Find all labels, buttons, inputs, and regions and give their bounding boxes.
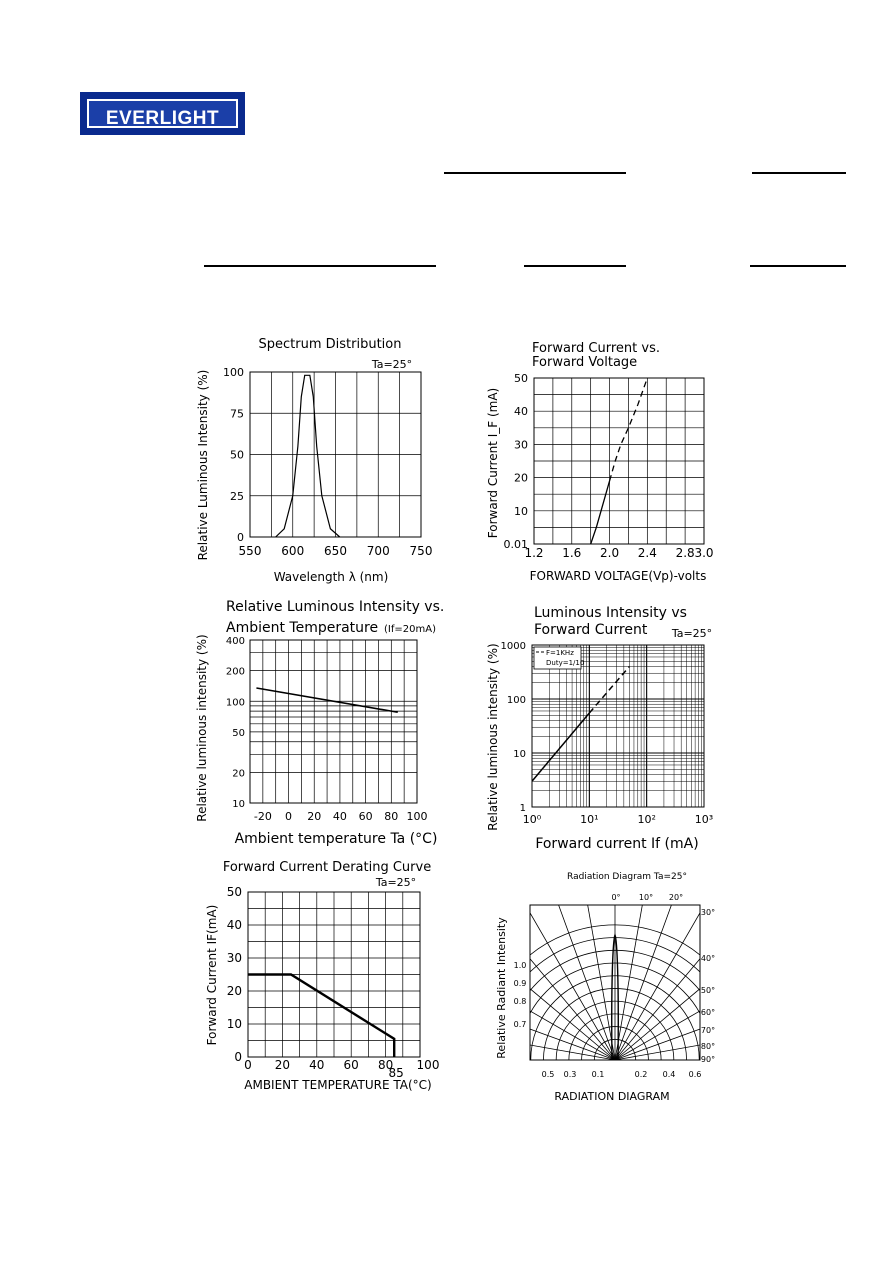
radiation-angle-label: 50° bbox=[700, 986, 716, 995]
spectrum-ytick-label: 0 bbox=[237, 531, 244, 544]
temp-ytick-label: 400 bbox=[225, 636, 245, 647]
lif-title-line1: Luminous Intensity vs bbox=[534, 605, 687, 621]
derating-ytick-label: 40 bbox=[226, 918, 242, 932]
spectrum-annotation: Ta=25° bbox=[371, 358, 413, 371]
temp-title-line1: Relative Luminous Intensity vs. bbox=[226, 599, 445, 615]
derating-ytick-label: 0 bbox=[234, 1050, 242, 1064]
lif-ylabel: Relative luminous intensity (%) bbox=[486, 643, 500, 831]
temp-frame bbox=[250, 640, 417, 803]
iv-series-solid bbox=[591, 481, 610, 544]
iv-title-line2: Forward Voltage bbox=[532, 355, 638, 370]
radiation-angle-label: 0° bbox=[611, 893, 621, 902]
radiation-spoke bbox=[448, 861, 615, 1060]
derating-xtick-label: 0 bbox=[244, 1058, 252, 1072]
temp-xtick-label: 80 bbox=[384, 810, 399, 823]
spectrum-ytick-label: 100 bbox=[223, 366, 244, 379]
temp-ytick-label: 200 bbox=[225, 666, 245, 678]
derating-xtick-label: 20 bbox=[274, 1058, 291, 1072]
radiation-radial-label: 1.0 bbox=[513, 961, 527, 970]
radiation-angle-label: 70° bbox=[700, 1026, 716, 1035]
radiation-spoke bbox=[615, 930, 840, 1060]
iv-xtick-label: 1.2 bbox=[524, 546, 544, 560]
spectrum-xtick-label: 600 bbox=[281, 544, 305, 558]
iv-xtick-label: 3.0 bbox=[694, 546, 714, 560]
lif-ytick-label: 100 bbox=[506, 695, 526, 706]
temp-annotation: (If=20mA) bbox=[384, 624, 436, 635]
temp-xtick-label: 20 bbox=[307, 810, 322, 823]
temp-xtick-label: 60 bbox=[358, 810, 373, 823]
radiation-radial-label: 0.9 bbox=[513, 979, 527, 988]
derating-title: Forward Current Derating Curve bbox=[222, 860, 432, 875]
logo-text: EVERLIGHT bbox=[105, 108, 220, 129]
derating-xtick-label: 100 bbox=[416, 1058, 440, 1072]
spectrum-ylabel: Relative Luminous Intensity (%) bbox=[196, 369, 210, 561]
iv-xtick-label: 2.4 bbox=[637, 546, 657, 560]
temp-xtick-label: 100 bbox=[406, 810, 428, 823]
temp-ytick-label: 10 bbox=[232, 799, 245, 810]
spectrum-xtick-label: 700 bbox=[366, 544, 390, 558]
iv-ytick-label: 30 bbox=[514, 438, 528, 452]
iv-ytick-label: 50 bbox=[514, 372, 528, 385]
radiation-bottom-label: 0.5 bbox=[541, 1070, 555, 1079]
lif-legend-entry: Duty=1/10 bbox=[546, 659, 585, 667]
radiation-angle-label: 90° bbox=[700, 1055, 716, 1064]
radiation-angle-label: 20° bbox=[668, 893, 684, 902]
lif-xtick-label: 10³ bbox=[694, 813, 714, 826]
lif-xtick-label: 10² bbox=[637, 813, 656, 826]
derating-ytick-label: 50 bbox=[226, 885, 242, 899]
temp-ytick-label: 20 bbox=[232, 768, 245, 780]
temp-xtick-label: 40 bbox=[332, 810, 347, 823]
spectrum-xtick-label: 650 bbox=[324, 544, 347, 558]
temp-ylabel: Relative luminous intensity (%) bbox=[195, 634, 209, 822]
lif-ytick-label: 10 bbox=[513, 749, 526, 760]
radiation-title: Radiation Diagram Ta=25° bbox=[567, 872, 687, 882]
derating-xtick-label: 40 bbox=[309, 1058, 325, 1072]
radiation-bottom-label: 0.4 bbox=[662, 1070, 676, 1079]
spectrum-title: Spectrum Distribution bbox=[258, 337, 402, 352]
iv-xlabel: FORWARD VOLTAGE(Vp)-volts bbox=[529, 569, 707, 583]
iv-ylabel: Forward Current I_F (mA) bbox=[486, 387, 500, 539]
temp-ytick-label: 100 bbox=[225, 697, 245, 709]
lif-legend-entry: F=1KHz bbox=[546, 649, 574, 657]
iv-title-line1: Forward Current vs. bbox=[532, 341, 660, 356]
radiation-angle-label: 80° bbox=[700, 1042, 716, 1051]
derating-ylabel: Forward Current IF(mA) bbox=[205, 904, 219, 1046]
iv-xtick-label: 1.6 bbox=[562, 546, 582, 560]
temp-title-line2: Ambient Temperature bbox=[226, 620, 379, 636]
radiation-ylabel: Relative Radiant Intensity bbox=[495, 917, 508, 1059]
derating-annotation: Ta=25° bbox=[375, 876, 417, 889]
radiation-angle-label: 30° bbox=[700, 908, 716, 917]
iv-ytick-label: 20 bbox=[514, 471, 528, 485]
lif-xtick-label: 10¹ bbox=[580, 813, 599, 826]
lif-xtick-label: 10⁰ bbox=[522, 813, 542, 826]
iv-xtick-label: 2.0 bbox=[600, 546, 620, 560]
derating-xtick-label: 80 bbox=[377, 1058, 394, 1072]
spectrum-ytick-label: 25 bbox=[230, 489, 244, 503]
derating-xtick-label: 60 bbox=[343, 1058, 359, 1072]
temp-ytick-label: 50 bbox=[232, 727, 245, 739]
derating-ytick-label: 10 bbox=[226, 1017, 242, 1031]
iv-ytick-label: 40 bbox=[514, 405, 528, 419]
spectrum-xtick-label: 550 bbox=[238, 544, 262, 558]
radiation-angle-label: 60° bbox=[700, 1008, 716, 1017]
radiation-angle-label: 10° bbox=[638, 893, 654, 902]
derating-ytick-label: 30 bbox=[226, 951, 242, 965]
derating-ytick-label: 20 bbox=[226, 984, 242, 998]
radiation-bottom-label: 0.1 bbox=[591, 1070, 605, 1079]
iv-xtick-label: 2.8 bbox=[675, 546, 695, 560]
radiation-bottom-label: 0.3 bbox=[563, 1070, 577, 1079]
spectrum-series-line bbox=[276, 375, 340, 537]
radiation-spoke bbox=[615, 861, 782, 1060]
temp-xtick-label: -20 bbox=[253, 810, 272, 823]
lif-ytick-label: 1000 bbox=[500, 641, 526, 652]
lif-series-solid bbox=[532, 713, 589, 781]
spectrum-ytick-label: 50 bbox=[230, 448, 244, 462]
spectrum-xlabel: Wavelength λ (nm) bbox=[273, 570, 389, 584]
spectrum-ytick-label: 75 bbox=[230, 407, 244, 421]
radiation-spoke bbox=[416, 893, 615, 1060]
radiation-radial-label: 0.7 bbox=[513, 1020, 527, 1029]
iv-ytick-label: 0.01 bbox=[503, 538, 528, 551]
radiation-radial-label: 0.8 bbox=[513, 997, 527, 1006]
derating-xtick-extra: 85 bbox=[388, 1066, 404, 1080]
lif-ytick-label: 1 bbox=[519, 803, 526, 814]
lif-annotation: Ta=25° bbox=[671, 627, 713, 640]
spectrum-xtick-label: 750 bbox=[409, 544, 433, 558]
radiation-bottom-label: 0.2 bbox=[634, 1070, 648, 1079]
radiation-bottom-label: 0.6 bbox=[688, 1070, 702, 1079]
radiation-angle-label: 40° bbox=[700, 954, 716, 963]
temp-xlabel: Ambient temperature Ta (°C) bbox=[234, 831, 438, 847]
derating-xlabel: AMBIENT TEMPERATURE TA(°C) bbox=[244, 1078, 432, 1092]
derating-series-line bbox=[248, 975, 394, 1058]
temp-xtick-label: 0 bbox=[285, 810, 293, 823]
lif-title-line2: Forward Current bbox=[534, 622, 648, 638]
radiation-xlabel: RADIATION DIAGRAM bbox=[554, 1090, 670, 1103]
iv-ytick-label: 10 bbox=[514, 504, 528, 518]
lif-xlabel: Forward current If (mA) bbox=[535, 836, 699, 852]
